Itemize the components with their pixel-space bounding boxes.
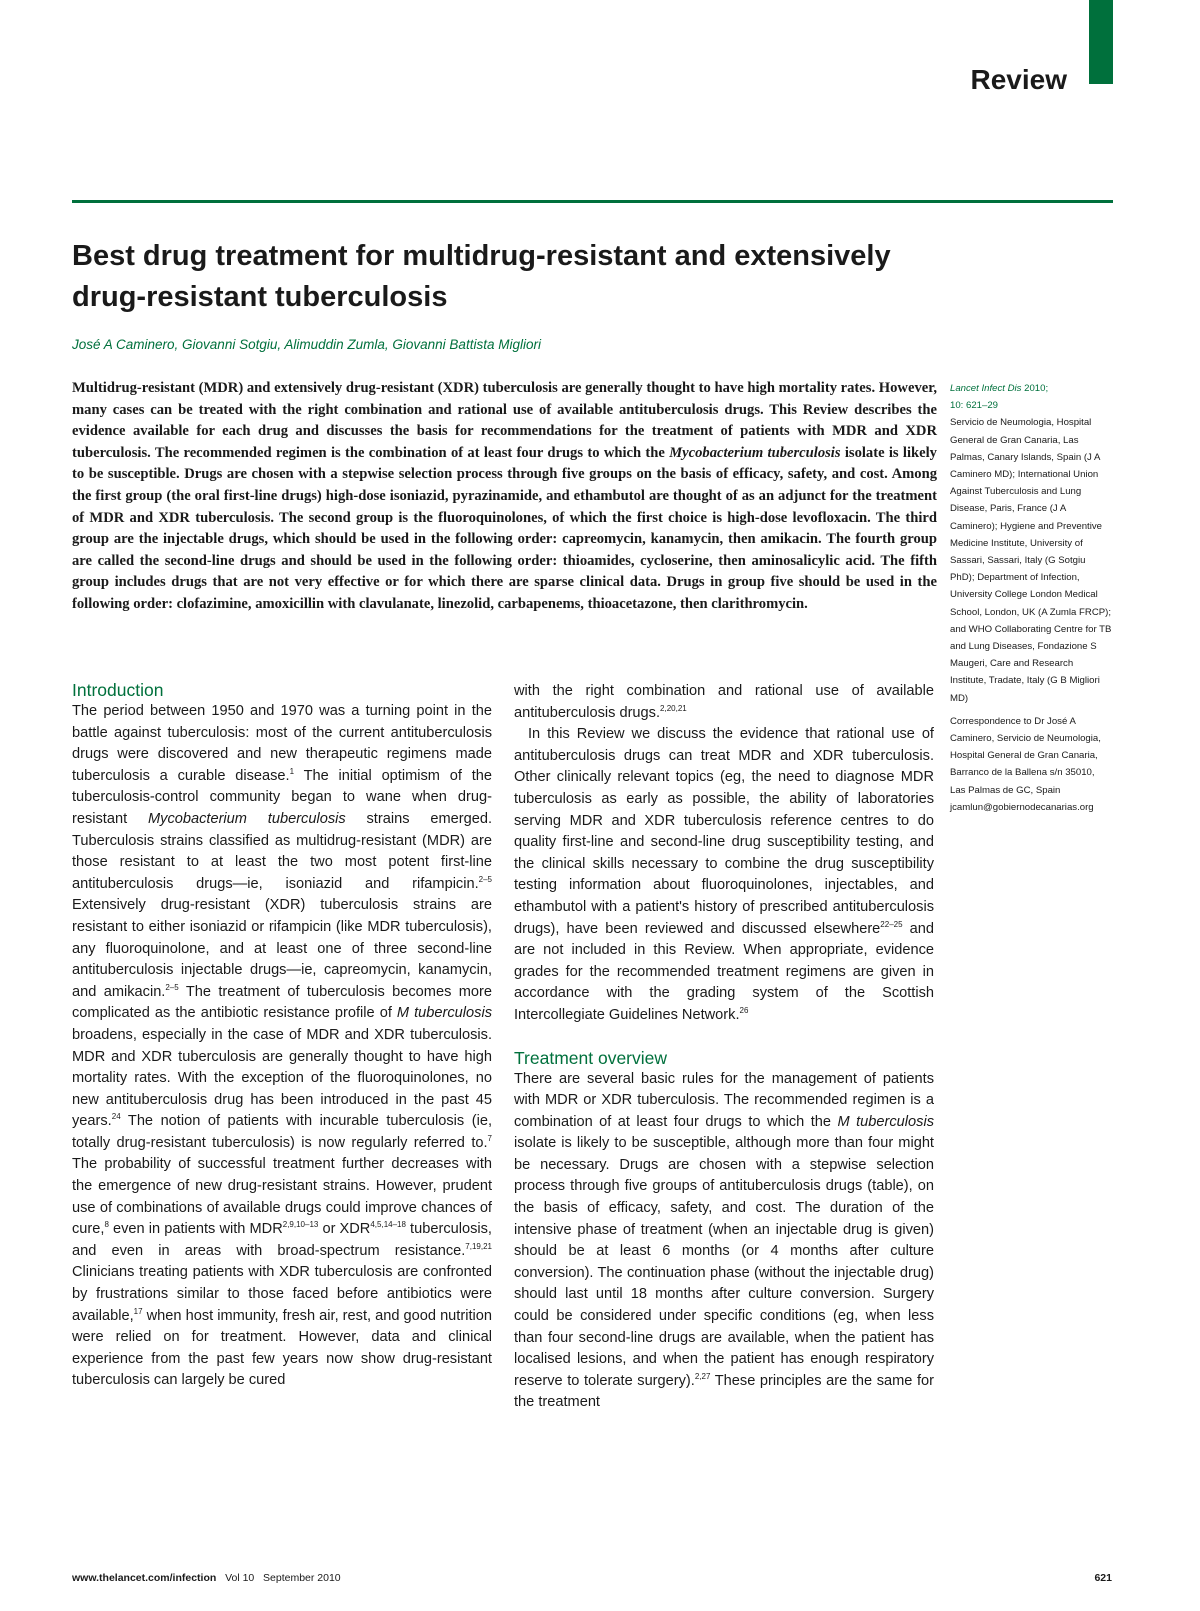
intro-paragraph: The period between 1950 and 1970 was a turning point in the battle against tuberculosis: most of the current antituberculosis drugs were discovered and new therapeutic regimens made tuberculosis a curable disease.$^1$ The initial optimism of the tuberculosis-control community began to wane when drug-resistant Mycobacterium tuberculosis strains emerged. Tuberculosis strains classified as multidrug-resistant (MDR) are those resistant to at least the two most potent first-line antituberculosis drugs—ie, isoniazid and rifampicin.$^{2-5}$ Extensively drug-resistant (XDR) tuberculosis strains are resistant to either isoniazid or rifampicin (like MDR tuberculosis), any fluoroquinolone, and at least one of three second-line antituberculosis injectable drugs—ie, capreomycin, kanamycin, and amikacin.$^{2-5}$ The treatment of tuberculosis becomes more complicated as the antibiotic resistance profile of M tuberculosis broadens, especially in the case of MDR and XDR tuberculosis. MDR and XDR tuberculosis are generally thought to have high mortality rates. With the exception of the fluoroquinolones, no new antituberculosis drug has been introduced in the past 45 years.$^{24}$ The notion of patients with incurable tuberculosis (ie, totally drug-resistant tuberculosis) is now regularly referred to.$^7$ The probability of successful treatment further decreases with the emergence of new drug-resistant strains. However, prudent use of combinations of available drugs could improve chances of cure,$^8$ even in patients with MDR$^{2,9,10-13}$ or XDR$^{4,5,14-18}$ tuberculosis, and even in areas with broad-spectrum resistance.$^{7,19,21}$ Clinicians treating patients with XDR tuberculosis are confronted by frustrations similar to those faced before antibiotics were available,$^{17}$ when host immunity, fresh air, rest, and good nutrition were relied on for treatment. However, data and clinical experience from the past few years now show drug-resistant tuberculosis can largely be cured: [72, 703, 492, 1389]
citation-journal: Lancet Infect Dis: [950, 383, 1022, 394]
citation-volume: 10: 621–29: [950, 400, 999, 412]
section-heading-treatment-overview: Treatment overview: [514, 1047, 668, 1068]
sidebar: [950, 380, 1112, 816]
citation[interactable]: [950, 380, 1112, 414]
correspondence: Correspondence to Dr José A Caminero, Servicio de Neumologia, Hospital General de Gran Canaria, Barranco de la Ballena s/n 35010, Las Palmas de GC, Spain jcamlun@gobiernodecanarias.org: [950, 715, 1101, 813]
header-rule: [72, 200, 1113, 203]
footer-journal: [72, 1572, 341, 1584]
left-column: [72, 679, 492, 1392]
page-number: 621: [1094, 1572, 1112, 1584]
article-title: Best drug treatment for multidrug-resistant and extensively drug-resistant tuberculosis: [72, 240, 891, 313]
section-heading-introduction: Introduction: [72, 680, 164, 700]
right-column: [514, 681, 934, 1414]
section-color-tab: [1089, 0, 1113, 84]
treatment-overview-paragraph: There are several basic rules for the management of patients with MDR or XDR tuberculosis. The recommended regimen is a combination of at least four drugs to which the M tuberculosis isolate is likely to be susceptible, although more than four might be necessary. Drugs are chosen with a stepwise selection process through five groups of antituberculosis drugs (table), on the basis of efficacy, safety, and cost. The duration of the intensive phase of treatment (when an injectable drug is given) should be at least 6 months (or 4 months after culture conversion). The continuation phase (without the injectable drug) should last until 18 months after culture conversion. Surgery could be considered under specific conditions (eg, when less than four second-line drugs are available, when the patient has localised lesions, and when the patient has enough respiratory reserve to tolerate surgery).$^{2,27}$ These principles are the same for the treatment: [514, 1070, 934, 1411]
citation-year: 2010;: [1021, 383, 1049, 394]
section-label: Review: [970, 64, 1067, 95]
affiliations: Servicio de Neumologia, Hospital General de Gran Canaria, Las Palmas, Canary Islands, Spain (J A Caminero MD); International Union Against Tuberculosis and Lung Disease, Paris, France (J A Caminero); Hygiene and Preventive Medicine Institute, University of Sassari, Sassari, Italy (G Sotgiu PhD); Department of Infection, University College London Medical School, London, UK (A Zumla FRCP); and WHO Collaborating Centre for TB and Lung Diseases, Fondazione S Maugeri, Care and Research Institute, Tradate, Italy (G B Migliori MD): [950, 417, 1112, 704]
footer-issue: Vol 10 September 2010: [216, 1572, 341, 1584]
author-list: José A Caminero, Giovanni Sotgiu, Alimuddin Zumla, Giovanni Battista Migliori: [72, 337, 541, 352]
journal-url[interactable]: www.thelancet.com/infection: [72, 1572, 217, 1584]
review-scope-paragraph: In this Review we discuss the evidence that rational use of antituberculosis drugs can treat MDR and XDR tuberculosis. Other clinically relevant topics (eg, the need to diagnose MDR tuberculosis as early as possible, the ability of laboratories serving MDR and XDR tuberculosis reference centres to do quality first-line and second-line drug susceptibility testing, and the clinical skills necessary to combine the drug susceptibility testing information about fluoroquinolones, injectables, and ethambutol with a patient's history of prescribed antituberculosis drugs), have been reviewed and discussed elsewhere$^{22-25}$ and are not included in this Review. When appropriate, evidence grades for the recommended treatment regimens are given in accordance with the grading system of the Scottish Intercollegiate Guidelines Network.$^{26}$: [514, 726, 934, 1023]
abstract: Multidrug-resistant (MDR) and extensively drug-resistant (XDR) tuberculosis are generally thought to have high mortality rates. However, many cases can be treated with the right combination and rational use of available antituberculosis drugs. This Review describes the evidence available for each drug and discusses the basis for recommendations for the treatment of patients with MDR and XDR tuberculosis. The recommended regimen is the combination of at least four drugs to which the Mycobacterium tuberculosis isolate is likely to be susceptible. Drugs are chosen with a stepwise selection process through five groups on the basis of efficacy, safety, and cost. Among the first group (the oral first-line drugs) high-dose isoniazid, pyrazinamide, and ethambutol are thought of as an adjunct for the treatment of MDR and XDR tuberculosis. The second group is the fluoroquinolones, of which the first choice is high-dose levofloxacin. The third group are the injectable drugs, which should be used in the following order: capreomycin, kanamycin, then amikacin. The fourth group are called the second-line drugs and should be used in the following order: thioamides, cycloserine, then aminosalicylic acid. The fifth group includes drugs that are not very effective or for which there are sparse clinical data. Drugs in group five should be used in the following order: clofazimine, amoxicillin with clavulanate, linezolid, carbapenems, thioacetazone, then clarithromycin.: [72, 380, 937, 612]
intro-continuation: with the right combination and rational use of available antituberculosis drugs.$^{2,20,21}$: [514, 683, 934, 721]
